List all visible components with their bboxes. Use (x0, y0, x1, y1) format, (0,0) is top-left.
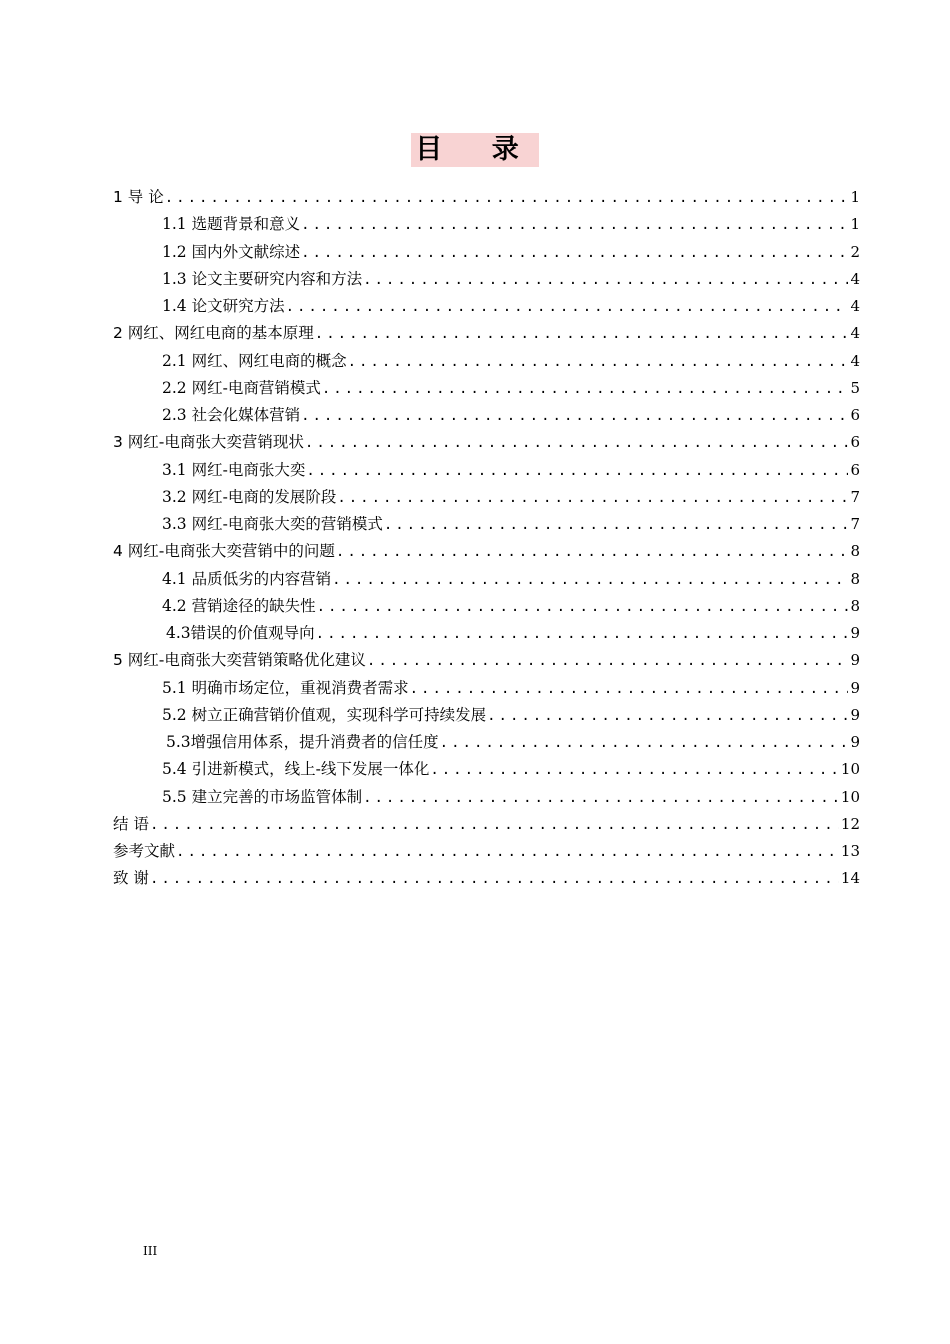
footer-page-number: III (143, 1244, 158, 1258)
toc-entry-page-number: 1 (850, 188, 860, 206)
toc-entry-label: 5 网红-电商张大奕营销策略优化建议 (113, 651, 366, 670)
toc-leader-dots (337, 485, 848, 512)
toc-entry-page-number: 10 (840, 760, 860, 779)
toc-entry-label: 2.2 网红-电商营销模式 (162, 378, 321, 397)
toc-entry[interactable] (113, 838, 860, 865)
toc-entry-label: 1.4 论文研究方法 (162, 297, 285, 315)
toc-entry[interactable] (113, 211, 860, 238)
toc-leader-dots (305, 430, 849, 457)
toc-entry-label: 5.3增强信用体系，提升消费者的信任度 (166, 733, 439, 751)
toc-entry-label: 参考文献 (113, 842, 176, 860)
toc-entry-label: 1.3 论文主要研究内容和方法 (162, 269, 363, 288)
toc-entry-page-number: 5 (850, 378, 860, 397)
toc-entry[interactable] (113, 184, 860, 211)
toc-leader-dots (322, 376, 849, 403)
toc-entry-label: 3.2 网红-电商的发展阶段 (162, 487, 337, 506)
toc-entry-page-number: 2 (850, 242, 860, 261)
toc-entry-label: 5.1 明确市场定位，重视消费者需求 (162, 678, 409, 697)
toc-leader-dots (336, 539, 849, 566)
toc-entry-page-number: 4 (850, 297, 860, 315)
toc-entry[interactable] (113, 865, 860, 892)
toc-entry[interactable] (113, 402, 860, 429)
toc-entry[interactable] (113, 293, 860, 320)
toc-entry-page-number: 4 (850, 351, 860, 370)
toc-leader-dots (315, 321, 849, 348)
toc-entry[interactable] (113, 620, 860, 647)
page-title: 目 录 (411, 133, 538, 167)
toc-leader-dots (430, 757, 839, 784)
toc-entry[interactable] (113, 675, 860, 702)
toc-leader-dots (165, 185, 849, 212)
toc-leader-dots (440, 730, 849, 757)
toc-entry-page-number: 13 (840, 842, 860, 860)
toc-entry-label: 2 网红、网红电商的基本原理 (113, 324, 314, 343)
toc-entry-page-number: 6 (850, 406, 860, 424)
toc-leader-dots (410, 676, 849, 703)
toc-entry-label: 1.1 选题背景和意义 (162, 215, 301, 234)
toc-entry-label: 4.3错误的价值观导向 (166, 624, 315, 642)
toc-leader-dots (286, 294, 849, 321)
toc-entry-label: 3.1 网红-电商张大奕 (162, 460, 306, 479)
toc-entry-label: 1.2 国内外文献综述 (162, 242, 301, 261)
toc-leader-dots (363, 267, 848, 294)
toc-entry-page-number: 9 (850, 678, 860, 697)
toc-entry[interactable] (113, 484, 860, 511)
toc-entry-label: 5.4 引进新模式，线上-线下发展一体化 (162, 760, 430, 779)
toc-entry[interactable] (113, 566, 860, 593)
toc-leader-dots (384, 512, 849, 539)
toc-entry-page-number: 4 (850, 324, 860, 343)
toc-leader-dots (306, 458, 848, 485)
toc-entry-page-number: 8 (850, 596, 860, 615)
toc-leader-dots (301, 403, 848, 430)
toc-leader-dots (150, 812, 839, 839)
toc-entry-label: 4 网红-电商张大奕营销中的问题 (113, 542, 335, 561)
toc-entry-label: 3.3 网红-电商张大奕的营销模式 (162, 515, 383, 533)
toc-entry[interactable] (113, 429, 860, 456)
toc-leader-dots (301, 240, 848, 267)
toc-entry-page-number: 9 (850, 705, 860, 724)
toc-entry[interactable] (113, 702, 860, 729)
toc-entry-label: 5.5 建立完善的市场监管体制 (162, 787, 363, 806)
toc-leader-dots (317, 594, 849, 621)
toc-entry-label: 4.2 营销途径的缺失性 (162, 596, 316, 615)
toc-leader-dots (348, 349, 849, 376)
toc-entry-label: 1 导 论 (113, 188, 164, 206)
toc-entry[interactable] (113, 647, 860, 674)
toc-entry[interactable] (113, 593, 860, 620)
toc-entry-page-number: 9 (850, 651, 860, 670)
toc-entry-page-number: 8 (850, 542, 860, 561)
toc-entry[interactable] (113, 511, 860, 538)
toc-entry-page-number: 6 (850, 460, 860, 479)
toc-entry-page-number: 14 (840, 869, 860, 888)
toc-entry-page-number: 8 (850, 569, 860, 588)
toc-entry[interactable] (113, 239, 860, 266)
toc-entry[interactable] (113, 811, 860, 838)
toc-entry-page-number: 7 (850, 515, 860, 533)
toc-leader-dots (150, 866, 839, 893)
toc-entry-page-number: 10 (840, 787, 860, 806)
toc-leader-dots (301, 212, 848, 239)
toc-entry[interactable] (113, 538, 860, 565)
toc-entry-label: 4.1 品质低劣的内容营销 (162, 569, 332, 588)
table-of-contents (113, 184, 860, 893)
toc-entry[interactable] (113, 320, 860, 347)
toc-entry[interactable] (113, 375, 860, 402)
toc-leader-dots (332, 567, 848, 594)
toc-entry[interactable] (113, 729, 860, 756)
toc-entry-label: 3 网红-电商张大奕营销现状 (113, 433, 304, 452)
toc-entry-page-number: 9 (850, 733, 860, 751)
toc-leader-dots (316, 621, 849, 648)
toc-entry-page-number: 7 (850, 487, 860, 506)
toc-entry[interactable] (113, 266, 860, 293)
toc-entry[interactable] (113, 457, 860, 484)
toc-leader-dots (487, 703, 848, 730)
toc-entry-page-number: 6 (850, 433, 860, 452)
toc-entry-label: 5.2 树立正确营销价值观，实现科学可持续发展 (162, 705, 487, 724)
toc-leader-dots (363, 785, 839, 812)
toc-entry[interactable] (113, 348, 860, 375)
toc-entry-page-number: 1 (850, 215, 860, 234)
toc-leader-dots (367, 648, 849, 675)
toc-entry[interactable] (113, 784, 860, 811)
toc-entry-label: 2.1 网红、网红电商的概念 (162, 351, 347, 370)
toc-entry-page-number: 9 (850, 624, 860, 642)
toc-entry[interactable] (113, 756, 860, 783)
toc-entry-label: 致 谢 (113, 869, 149, 888)
title-wrapper (0, 133, 950, 167)
toc-leader-dots (176, 839, 839, 866)
toc-entry-page-number: 4 (850, 269, 860, 288)
toc-entry-label: 结 语 (113, 814, 149, 833)
toc-entry-label: 2.3 社会化媒体营销 (162, 406, 301, 424)
toc-entry-page-number: 12 (840, 814, 860, 833)
